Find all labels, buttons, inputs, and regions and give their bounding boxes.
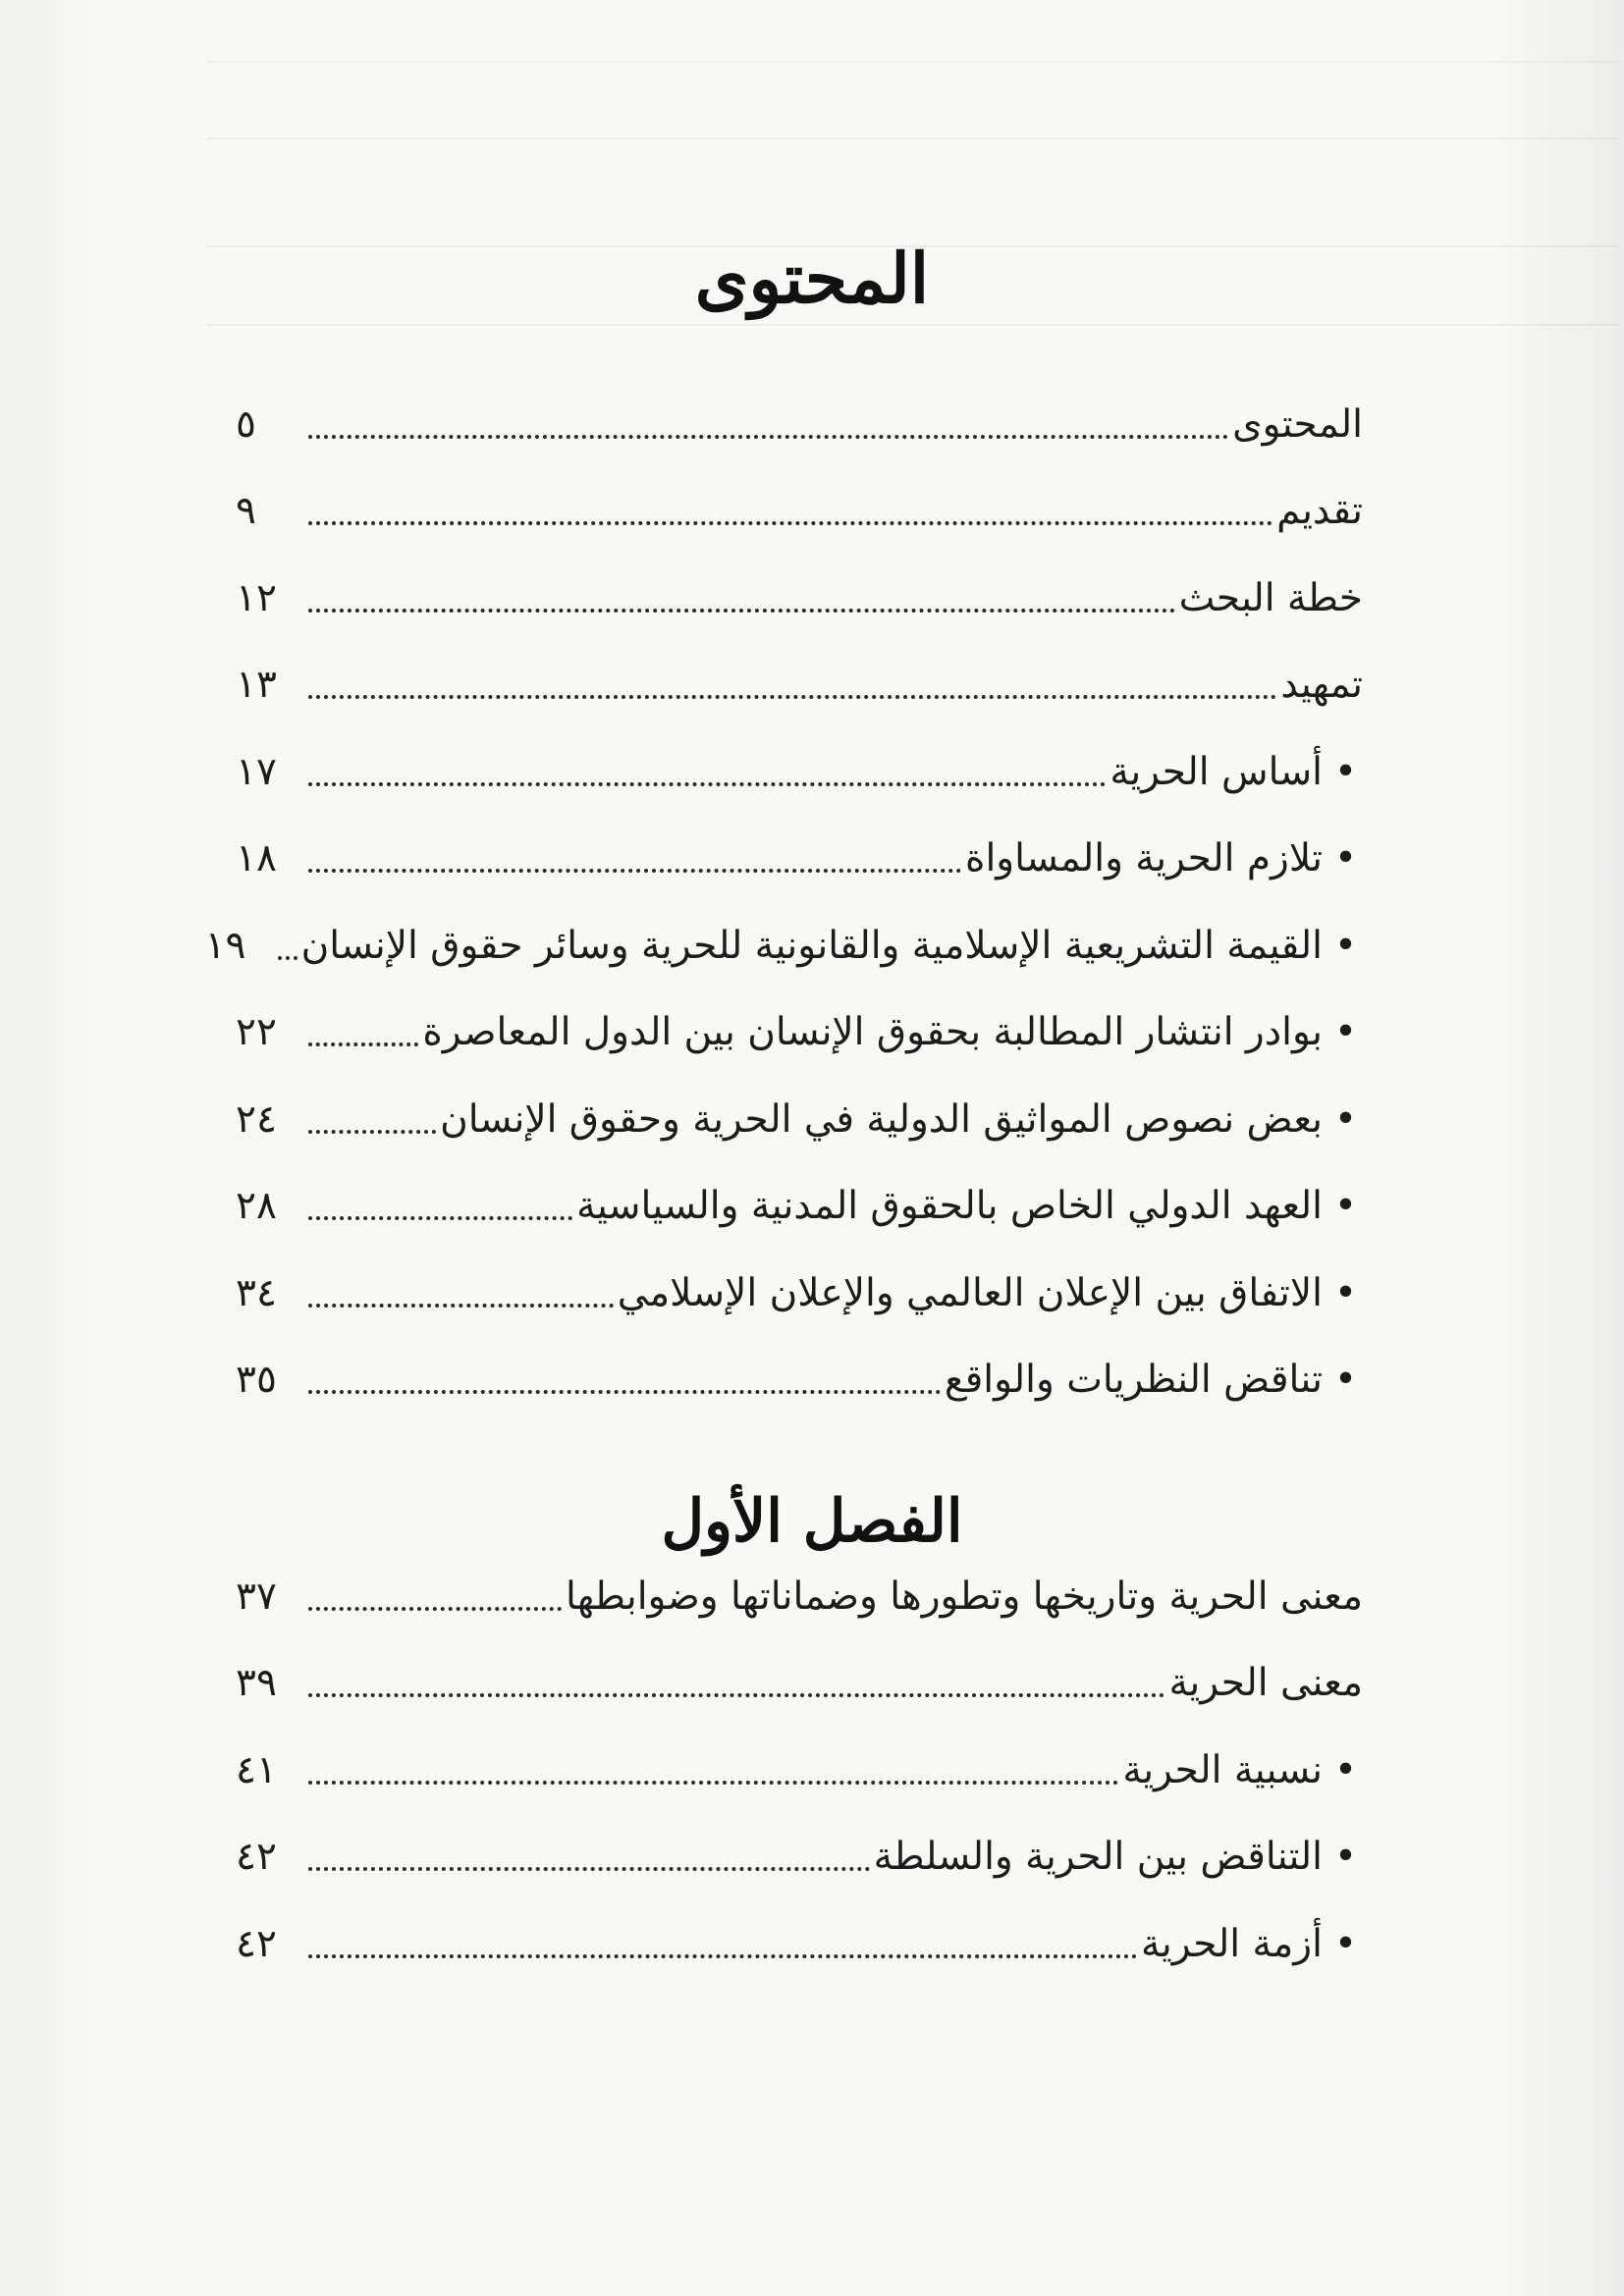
toc-entry[interactable]: [236, 1537, 1363, 1625]
dot-leader: [278, 956, 298, 960]
toc-entry[interactable]: [236, 626, 1363, 714]
toc-entry-label: تمهيد: [1280, 663, 1363, 707]
toc-subentry[interactable]: [204, 886, 1363, 974]
dot-leader: [308, 609, 1175, 613]
dot-leader: [308, 1130, 436, 1134]
toc-entry[interactable]: [236, 365, 1363, 453]
toc-entry-label: المحتوى: [1232, 401, 1363, 447]
dot-leader: [308, 521, 1272, 525]
toc-entry-page: ٩: [236, 489, 256, 533]
toc-entry-page: ٣٧: [236, 1574, 277, 1619]
toc-subentry[interactable]: [236, 800, 1363, 887]
toc-subentry[interactable]: [236, 1798, 1363, 1886]
toc-subentry[interactable]: [236, 1711, 1363, 1798]
dot-leader: [308, 869, 961, 873]
toc-entry-label: • الاتفاق بين الإعلان العالمي والإعلان الإسلامي: [618, 1266, 1363, 1321]
show-through-line: [206, 324, 1620, 326]
toc-entry-label: • أزمة الحرية: [1141, 1917, 1363, 1972]
toc-entry-page: ٥: [236, 401, 256, 447]
dot-leader: [308, 1693, 1164, 1697]
dot-leader: [308, 1042, 418, 1046]
dot-leader: [308, 695, 1276, 699]
dot-leader: [308, 1390, 941, 1394]
dot-leader: [308, 1954, 1137, 1958]
toc-entry[interactable]: [236, 453, 1363, 540]
toc-entry-page: ٣٩: [236, 1661, 277, 1705]
toc-entry-page: ٣٤: [236, 1270, 277, 1315]
toc-entry-label: • التناقض بين الحرية والسلطة: [874, 1830, 1363, 1885]
toc-entry-label: تقديم: [1276, 489, 1363, 533]
toc-entry-label: • تناقض النظريات والواقع: [945, 1353, 1363, 1408]
toc-subentry[interactable]: [236, 974, 1363, 1061]
dot-leader: [308, 1216, 572, 1220]
toc-subentry[interactable]: [236, 1060, 1363, 1148]
toc-entry-page: ١٧: [236, 749, 277, 794]
dot-leader: [308, 1867, 870, 1871]
toc-entry-label: خطة البحث: [1178, 575, 1363, 620]
toc-entry-label: • تلازم الحرية والمساواة: [965, 831, 1363, 886]
show-through-line: [206, 137, 1620, 139]
toc-entry-label: • نسبية الحرية: [1122, 1743, 1363, 1798]
toc-entry-page: ١٨: [236, 836, 277, 881]
chapter-heading: الفصل الأول: [661, 1486, 963, 1556]
toc-entry-page: ٣٥: [236, 1358, 277, 1402]
toc-front-matter: [204, 365, 1363, 1408]
toc-chapter-one: [236, 1537, 1363, 1972]
toc-subentry[interactable]: [236, 1321, 1363, 1409]
toc-entry-label: • أساس الحرية: [1110, 745, 1363, 800]
toc-entry-page: ٢٢: [236, 1010, 277, 1054]
toc-subentry[interactable]: [236, 1885, 1363, 1972]
toc-entry-page: ٤١: [236, 1747, 277, 1792]
toc-entry-page: ٢٨: [236, 1184, 277, 1228]
toc-entry-page: ٢٤: [236, 1096, 277, 1142]
toc-entry-label: • القيمة التشريعية الإسلامية والقانونية للحرية وسائر حقوق الإنسان: [301, 919, 1363, 974]
toc-entry-page: ١٢: [236, 575, 277, 620]
dot-leader: [308, 1304, 614, 1308]
toc-entry-label: • بعض نصوص المواثيق الدولية في الحرية وحقوق الإنسان: [440, 1093, 1363, 1148]
toc-entry-label: معنى الحرية وتاريخها وتطورها وضماناتها وضوابطها: [565, 1574, 1363, 1619]
toc-entry-label: • بوادر انتشار المطالبة بحقوق الإنسان بين الدول المعاصرة: [422, 1005, 1363, 1060]
toc-entry-page: ١٩: [204, 923, 246, 968]
toc-subentry[interactable]: [236, 1148, 1363, 1235]
dot-leader: [308, 782, 1106, 786]
toc-entry-page: ٤٢: [236, 1835, 277, 1879]
page-title: المحتوى: [694, 237, 930, 319]
toc-entry-page: ١٣: [236, 663, 277, 707]
dot-leader: [308, 1607, 562, 1611]
toc-entry-page: ٤٢: [236, 1921, 277, 1966]
dot-leader: [308, 1781, 1118, 1785]
show-through-line: [206, 61, 1620, 63]
toc-entry-label: معنى الحرية: [1168, 1661, 1363, 1705]
toc-entry-label: • العهد الدولي الخاص بالحقوق المدنية والسياسية: [576, 1179, 1363, 1234]
toc-subentry[interactable]: [236, 1234, 1363, 1321]
toc-entry[interactable]: [236, 539, 1363, 626]
toc-subentry[interactable]: [236, 713, 1363, 800]
toc-entry[interactable]: [236, 1625, 1363, 1712]
dot-leader: [308, 435, 1228, 439]
